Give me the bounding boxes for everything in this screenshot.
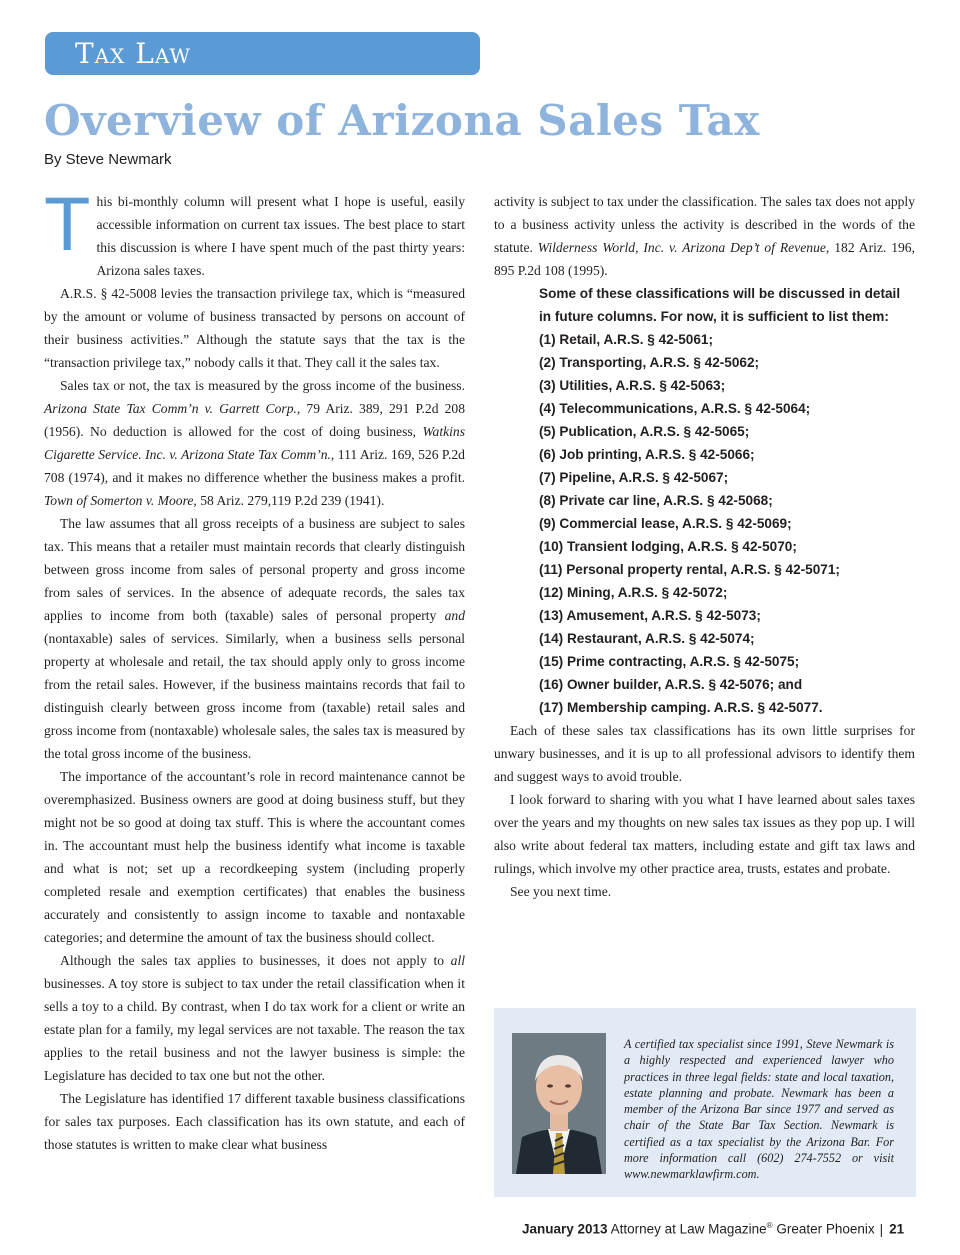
- author-bio-text: A certified tax specialist since 1991, Steve Newmark is a highly respected and experienced lawyer who practices in three legal fields: state and local taxation, estate planning and probate. Newmark has been a member of the Arizona Bar since 1977 and served as chair of the State Bar Tax Section. Newmark is certified as a tax specialist by the Arizona Bar. For more information call (602) 274-7552 or visit www.newmarklawfirm.com.: [624, 1037, 894, 1182]
- magazine-name: Attorney at Law Magazine: [610, 1221, 767, 1237]
- classification-list: [494, 328, 915, 719]
- list-item: (15) Prime contracting, A.R.S. § 42-5075;: [539, 654, 800, 669]
- list-item: (4) Telecommunications, A.R.S. § 42-5064;: [539, 401, 811, 416]
- registered-mark: ®: [766, 1221, 773, 1230]
- paragraph: The law assumes that all gross receipts of a business are subject to sales tax. This means that a retailer must maintain records that clearly distinguish between gross income from sales of personal property and gross income from sales of services. In the absence of adequate records, the sales tax applies to income from both (taxable) sales of personal property and (nontaxable) sales of services. Similarly, when a business sells personal property at wholesale and retail, the tax should apply only to gross income from the retail sales. However, if the business maintains records that fail to distinguish clearly between gross income from (taxable) retail sales and gross income from (nontaxable) wholesale sales, the sales tax is measured by the total gross income of the business.: [44, 516, 465, 761]
- paragraph: Each of these sales tax classifications has its own little surprises for unwary businesses, and it is up to all professional advisors to identify them and suggest ways to avoid trouble.: [494, 723, 915, 784]
- case-citation: Arizona State Tax Comm’n v. Garrett Corp.: [44, 401, 297, 416]
- right-column: [494, 190, 915, 903]
- list-item: (16) Owner builder, A.R.S. § 42-5076; and: [539, 677, 803, 692]
- list-item: (5) Publication, A.R.S. § 42-5065;: [539, 424, 750, 439]
- list-item: (12) Mining, A.R.S. § 42-5072;: [539, 585, 728, 600]
- paragraph: See you next time.: [510, 884, 612, 899]
- author-photo: [512, 1033, 606, 1174]
- drop-cap: T: [44, 182, 91, 267]
- list-item: (9) Commercial lease, A.R.S. § 42-5069;: [539, 516, 792, 531]
- paragraph: A.R.S. § 42-5008 levies the transaction privilege tax, which is “measured by the amount or volume of business transacted by persons on account of their business activities.” Although the statute says that the tax is the “transaction privilege tax,” nobody calls it that. They call it the sales tax.: [44, 286, 465, 370]
- paragraph-intro: This bi-monthly column will present what I hope is useful, easily accessible information on current tax issues. The best place to start this discussion is where I have spent much of the past thirty years: Arizona sales taxes.: [44, 182, 465, 278]
- classification-intro: Some of these classifications will be discussed in detail in future columns. For now, it is sufficient to list them:: [539, 286, 901, 324]
- paragraph: The Legislature has identified 17 different taxable business classifications for sales tax purposes. Each classification has its own statute, and each of those statutes is written to make clear what business: [44, 1091, 465, 1152]
- list-item: (11) Personal property rental, A.R.S. § 42-5071;: [539, 562, 840, 577]
- list-item: (6) Job printing, A.R.S. § 42-5066;: [539, 447, 755, 462]
- portrait-illustration: [512, 1033, 606, 1174]
- list-item: (3) Utilities, A.R.S. § 42-5063;: [539, 378, 726, 393]
- case-citation: Town of Somerton v. Moore: [44, 493, 194, 508]
- list-item: (10) Transient lodging, A.R.S. § 42-5070;: [539, 539, 797, 554]
- edition-name: Greater Phoenix: [776, 1221, 875, 1237]
- issue-date: January 2013: [522, 1221, 608, 1237]
- paragraph: Sales tax or not, the tax is measured by the gross income of the business. Arizona State Tax Comm’n v. Garrett Corp., 79 Ariz. 389, 291 P.2d 208 (1956). No deduction is allowed for the cost of doing business, Watkins Cigarette Service. Inc. v. Arizona State Tax Comm’n., 111 Ariz. 169, 526 P.2d 708 (1974), and it makes no difference whether the business makes a profit. Town of Somerton v. Moore, 58 Ariz. 279,119 P.2d 239 (1941).: [44, 378, 465, 508]
- section-banner: [45, 32, 480, 75]
- footer-divider: |: [879, 1221, 884, 1237]
- paragraph: activity is subject to tax under the classification. The sales tax does not apply to a business activity unless the activity is described in the words of the statute. Wilderness World, Inc. v. Arizona Dep’t of Revenue, 182 Ariz. 196, 895 P.2d 108 (1995).: [494, 194, 915, 278]
- list-item: (17) Membership camping. A.R.S. § 42-5077.: [539, 700, 823, 715]
- left-column: [44, 182, 465, 1156]
- paragraph: I look forward to sharing with you what I have learned about sales taxes over the years and my thoughts on new sales tax issues as they pop up. I will also write about federal tax matters, including estate and gift tax laws and rulings, which involve my other practice area, trusts, estates and probate.: [494, 792, 915, 876]
- list-item: (8) Private car line, A.R.S. § 42-5068;: [539, 493, 773, 508]
- paragraph: The importance of the accountant’s role in record maintenance cannot be overemphasized. Business owners are good at doing business stuff, but they might not be so good at doing tax stuff. This is where the accountant comes in. The accountant must help the business identify what income is taxable and what is not; set up a recordkeeping system (including properly completed resale and exemption certificates) that enables the business accurately and consistently to assign income to taxable and nontaxable categories; and determine the amount of tax the business should collect.: [44, 769, 465, 945]
- case-citation: Wilderness World, Inc. v. Arizona Dep’t of Revenue: [537, 240, 826, 255]
- section-label: Tax Law: [75, 37, 192, 70]
- author-bio-box: [494, 1008, 916, 1197]
- list-item: (14) Restaurant, A.R.S. § 42-5074;: [539, 631, 755, 646]
- paragraph: Although the sales tax applies to businesses, it does not apply to all businesses. A toy store is subject to tax under the retail classification when it sells a toy to a child. By contrast, when I do tax work for a client or write an estate plan for a family, my legal services are not taxable. The reason the tax applies to the retail business and not the lawyer business is simple: the Legislature has decided to tax one but not the other.: [44, 953, 465, 1083]
- page-number: 21: [889, 1221, 905, 1237]
- page-footer: [522, 1221, 904, 1237]
- case-citation: Watkins Cigarette Service. Inc. v. Arizona State Tax Comm’n.: [44, 424, 465, 462]
- list-item: (2) Transporting, A.R.S. § 42-5062;: [539, 355, 760, 370]
- list-item: (13) Amusement, A.R.S. § 42-5073;: [539, 608, 761, 623]
- byline: By Steve Newmark: [44, 151, 172, 168]
- list-item: (1) Retail, A.R.S. § 42-5061;: [539, 332, 714, 347]
- article-title: Overview of Arizona Sales Tax: [44, 96, 760, 145]
- list-item: (7) Pipeline, A.R.S. § 42-5067;: [539, 470, 729, 485]
